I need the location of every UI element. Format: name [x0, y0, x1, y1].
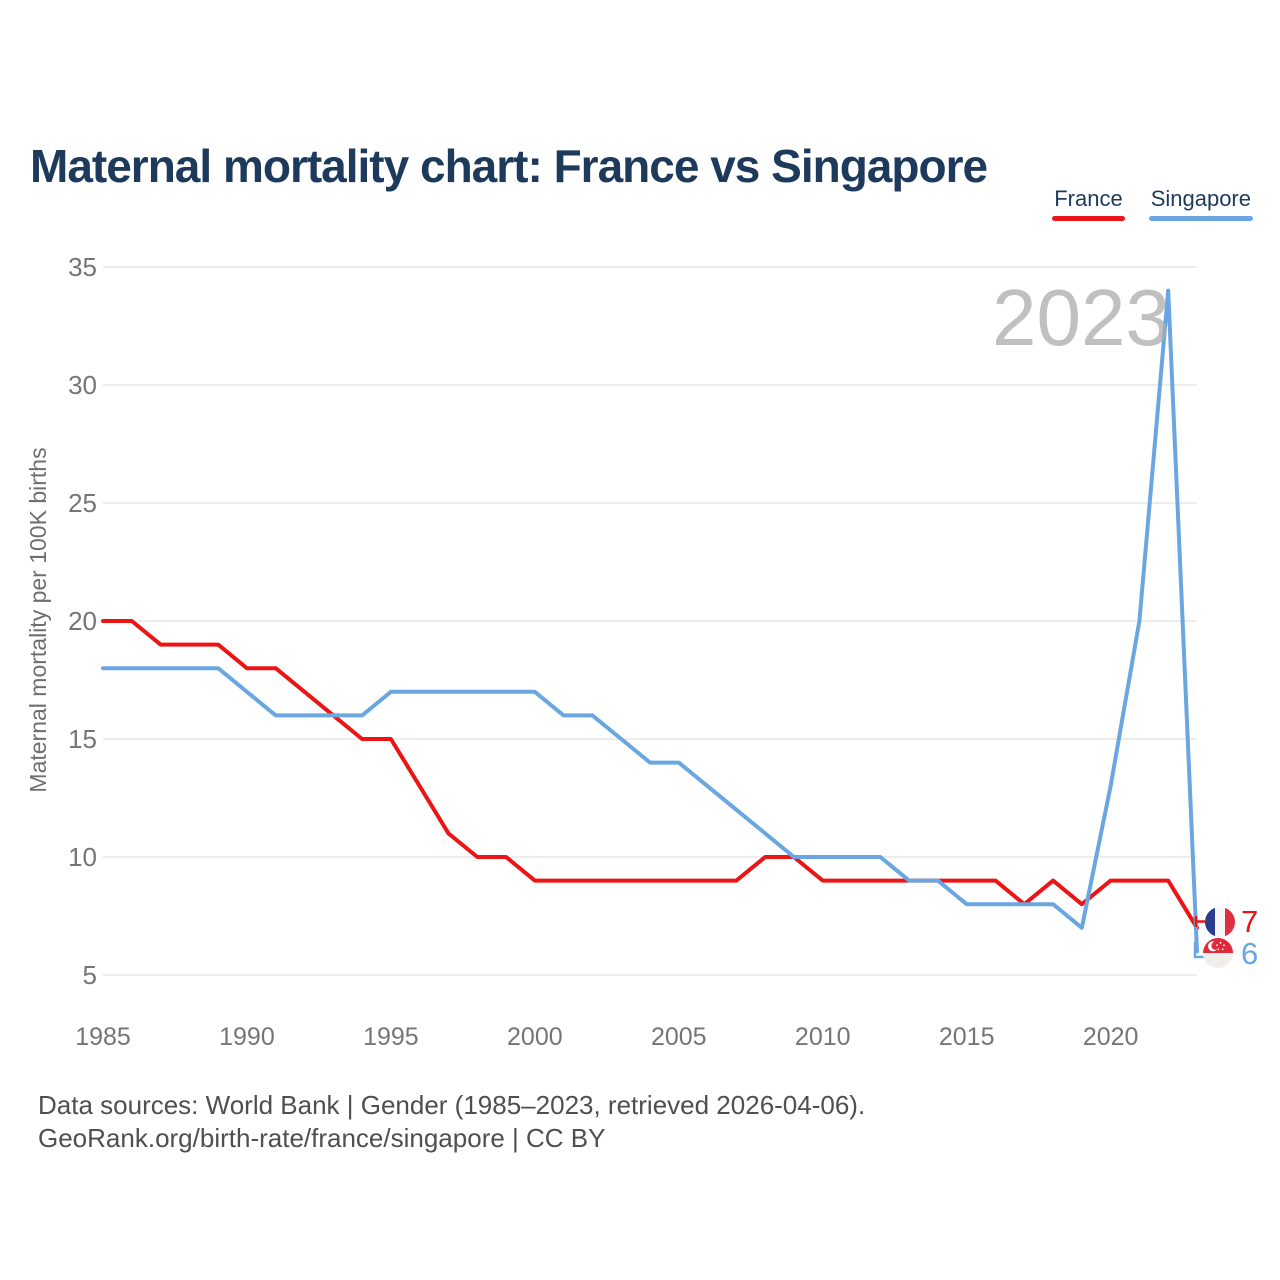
france-leader-line	[1195, 916, 1205, 927]
y-tick-label: 35	[68, 252, 97, 282]
x-tick-label: 2020	[1082, 1023, 1139, 1051]
france-flag-icon	[1205, 907, 1235, 937]
france-line[interactable]	[103, 621, 1197, 928]
y-axis-title: Maternal mortality per 100K births	[25, 447, 51, 793]
x-tick-label: 1985	[75, 1023, 131, 1051]
y-tick-label: 10	[68, 842, 97, 872]
singapore-flag-icon	[1203, 938, 1233, 968]
y-tick-label: 25	[68, 488, 97, 518]
x-tick-label: 2005	[650, 1023, 707, 1051]
y-tick-label: 15	[68, 724, 97, 754]
footer-sources-line: Data sources: World Bank | Gender (1985–2023, retrieved 2026-04-06).	[38, 1090, 866, 1120]
x-tick-label: 1990	[219, 1023, 275, 1051]
singapore-end-value-label: 6	[1241, 936, 1259, 971]
legend-label-france: France	[1054, 186, 1123, 211]
gridlines	[103, 267, 1197, 975]
page-title: Maternal mortality chart: France vs Singapore	[30, 139, 988, 192]
chart-footer	[38, 1089, 865, 1155]
x-tick-label: 2000	[507, 1023, 563, 1051]
legend-label-singapore: Singapore	[1150, 186, 1251, 211]
footer-attribution-line: GeoRank.org/birth-rate/france/singapore | CC BY	[38, 1123, 606, 1153]
france-end-value-label: 7	[1241, 904, 1259, 939]
x-tick-label: 1995	[363, 1023, 419, 1051]
x-tick-label: 2015	[938, 1023, 995, 1051]
y-tick-label: 20	[68, 606, 97, 636]
x-tick-label: 2010	[794, 1023, 851, 1051]
y-tick-label: 30	[68, 370, 97, 400]
y-tick-label: 5	[82, 960, 97, 990]
watermark-year: 2023	[992, 273, 1170, 362]
